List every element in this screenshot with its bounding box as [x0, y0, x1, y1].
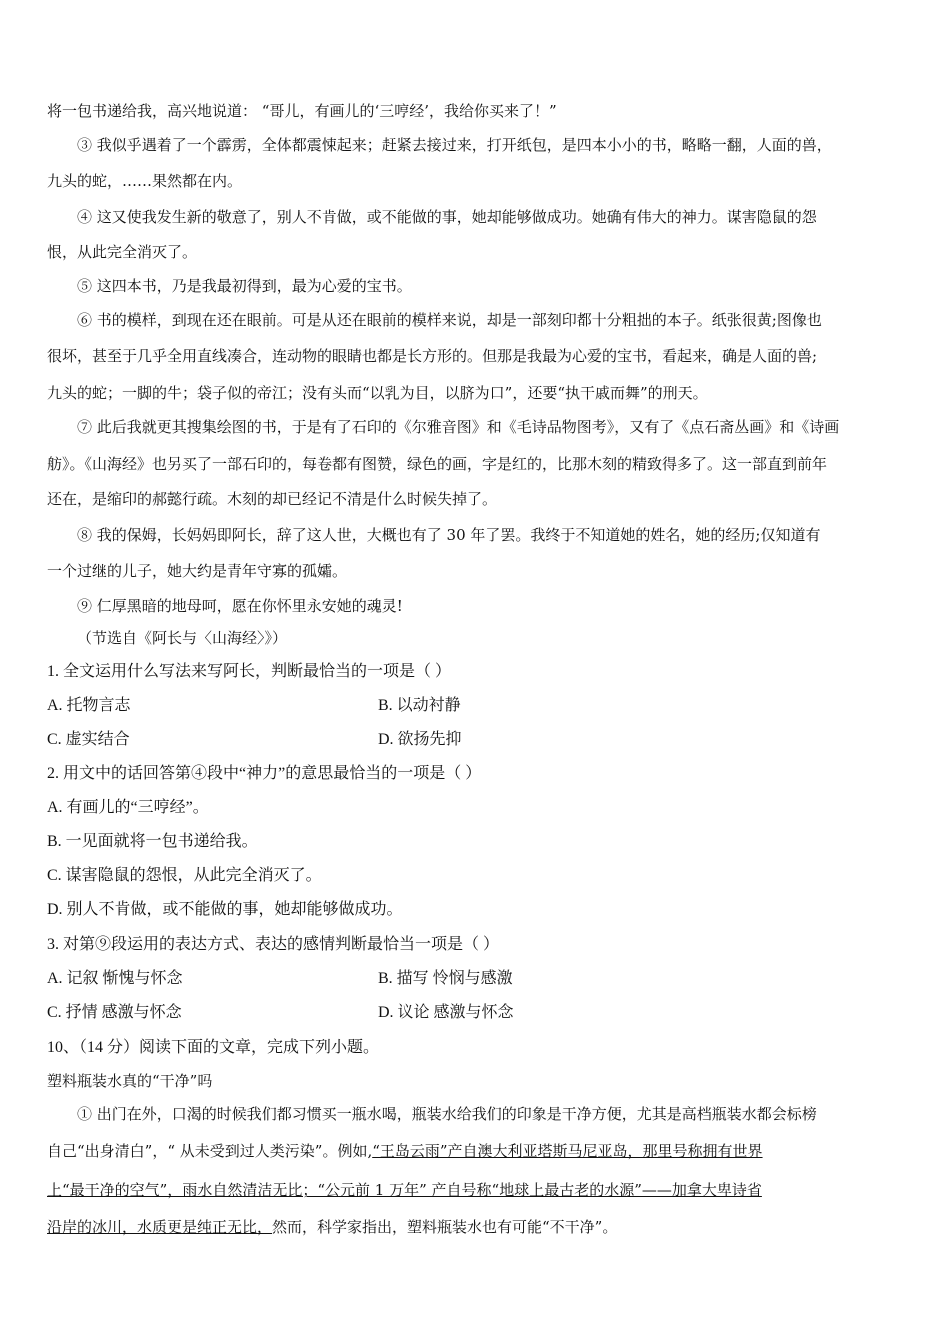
paragraph-7-cont: 舫》。《山海经》也另买了一部石印的，每卷都有图赞，绿色的画，字是红的，比那木刻的精致得多了。这一部直到前年 — [47, 455, 828, 473]
paragraph-6-cont: 很坏，甚至于几乎全用直线凑合，连动物的眼睛也都是长方形的。但那是我最为心爱的宝书，看起来，确是人面的兽; — [47, 347, 818, 365]
option-3b: B. 描写 怜悯与感激 — [378, 970, 513, 987]
question-1: 1. 全文运用什么写法来写阿长，判断最恰当的一项是（ ） — [47, 663, 452, 680]
passage-line: 将一包书递给我，高兴地说道： “哥儿，有画儿的‘三哼经’，我给你买来了！” — [47, 102, 557, 120]
option-3d: D. 议论 感激与怀念 — [378, 1004, 514, 1021]
paragraph-5: ⑤ 这四本书，乃是我最初得到，最为心爱的宝书。 — [77, 277, 412, 295]
paragraph-6: ⑥ 书的模样，到现在还在眼前。可是从还在眼前的模样来说，却是一部刻印都十分粗拙的本子。纸张很黄;图像也 — [77, 311, 822, 329]
article-text: 自己“出身清白”，“ 从未受到过人类污染”。例如, — [47, 1142, 373, 1160]
underlined-text: 沿岸的冰川，水质更是纯正无比， — [47, 1218, 273, 1236]
paragraph-7-cont: 还在，是缩印的郝懿行疏。木刻的却已经记不清是什么时候失掉了。 — [47, 490, 498, 508]
option-1b: B. 以动衬静 — [378, 697, 461, 714]
paragraph-8-cont: 一个过继的儿子，她大约是青年守寡的孤孀。 — [47, 562, 348, 580]
article-paragraph-1: ① 出门在外，口渴的时候我们都习惯买一瓶水喝，瓶装水给我们的印象是干净方便，尤其是高档瓶装水都会标榜 — [77, 1105, 817, 1123]
option-3c: C. 抒情 感激与怀念 — [47, 1004, 182, 1021]
option-2a: A. 有画儿的“三哼经”。 — [47, 799, 209, 816]
option-1d: D. 欲扬先抑 — [378, 731, 462, 748]
underlined-text: “王岛云雨”产自澳大利亚塔斯马尼亚岛，那里号称拥有世界 — [372, 1142, 763, 1160]
paragraph-6-cont: 九头的蛇；一脚的牛；袋子似的帝江；没有头而“以乳为目，以脐为口”，还要“执干戚而舞”的刑天。 — [47, 384, 708, 402]
question-2: 2. 用文中的话回答第④段中“神力”的意思最恰当的一项是（ ） — [47, 765, 482, 782]
option-2b: B. 一见面就将一包书递给我。 — [47, 833, 258, 850]
paragraph-4-cont: 恨，从此完全消灭了。 — [47, 243, 198, 261]
underlined-text: 上“最干净的空气”，雨水自然清洁无比；“公元前 1 万年” 产自号称“地球上最古老的水源”——加拿大卑诗省 — [47, 1181, 762, 1199]
article-paragraph-1-cont — [47, 1141, 763, 1161]
source-citation: （节选自《阿长与〈山海经〉》） — [77, 629, 288, 647]
paragraph-3-cont: 九头的蛇，……果然都在内。 — [47, 172, 243, 190]
option-1c: C. 虚实结合 — [47, 731, 130, 748]
option-2c: C. 谋害隐鼠的怨恨，从此完全消灭了。 — [47, 867, 322, 884]
option-2d: D. 别人不肯做，或不能做的事，她却能够做成功。 — [47, 901, 403, 918]
question-3: 3. 对第⑨段运用的表达方式、表达的感情判断最恰当一项是（ ） — [47, 936, 500, 953]
article-text: 然而，科学家指出，塑料瓶装水也有可能“不干净”。 — [272, 1218, 618, 1236]
option-1a: A. 托物言志 — [47, 697, 131, 714]
paragraph-8: ⑧ 我的保姆，长妈妈即阿长，辞了这人世，大概也有了 30 年了罢。我终于不知道她的姓名，她的经历;仅知道有 — [77, 526, 821, 544]
article-paragraph-1-cont — [47, 1180, 762, 1200]
paragraph-9: ⑨ 仁厚黑暗的地母呵，愿在你怀里永安她的魂灵! — [77, 597, 403, 615]
article-title: 塑料瓶装水真的“干净”吗 — [47, 1072, 213, 1090]
paragraph-4: ④ 这又使我发生新的敬意了，别人不肯做，或不能做的事，她却能够做成功。她确有伟大的神力。谋害隐鼠的怨 — [77, 208, 817, 226]
paragraph-7: ⑦ 此后我就更其搜集绘图的书，于是有了石印的《尔雅音图》和《毛诗品物图考》，又有了《点石斋丛画》和《诗画 — [77, 418, 840, 436]
paragraph-3: ③ 我似乎遇着了一个霹雳，全体都震悚起来；赶紧去接过来，打开纸包，是四本小小的书，略略一翻，人面的兽， — [77, 136, 832, 154]
section-header: 10、（14 分）阅读下面的文章，完成下列小题。 — [47, 1039, 380, 1056]
option-3a: A. 记叙 惭愧与怀念 — [47, 970, 183, 987]
article-paragraph-1-cont — [47, 1217, 617, 1237]
